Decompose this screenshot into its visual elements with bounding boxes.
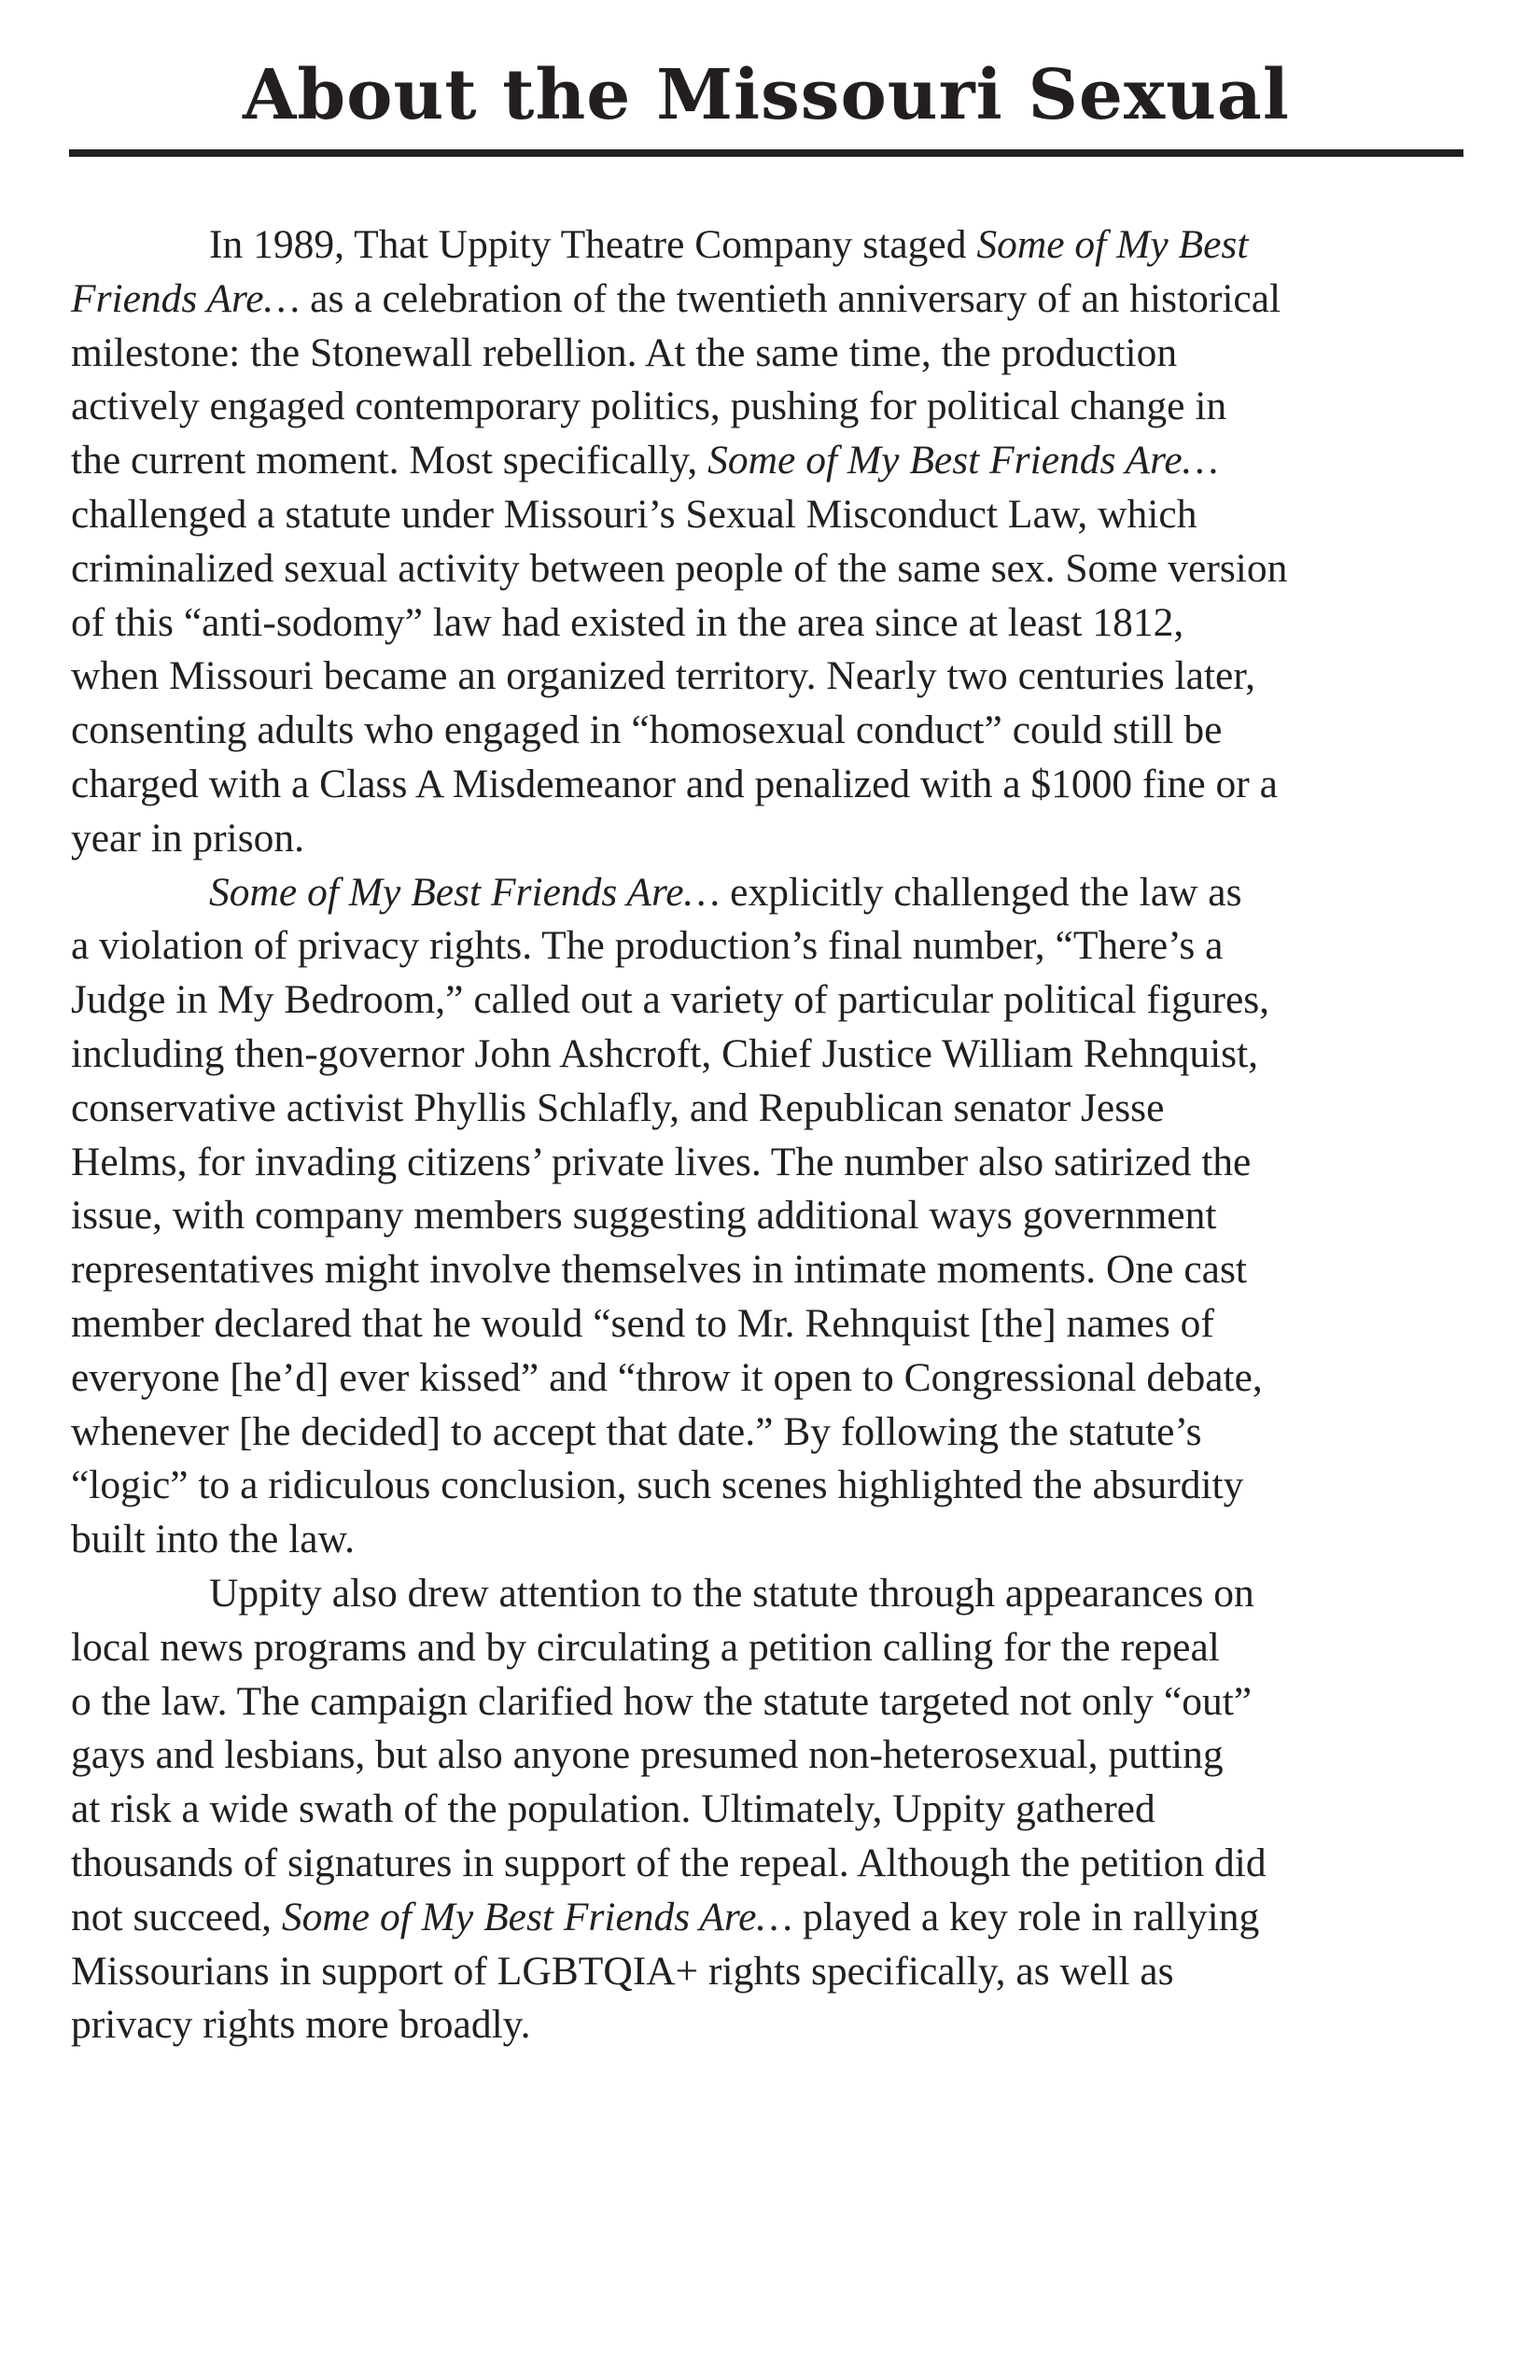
text-segment: consenting adults who engaged in “homosexual conduct” could still be bbox=[71, 707, 1223, 753]
text-line bbox=[71, 1567, 1471, 1621]
paragraph bbox=[71, 218, 1471, 866]
text-segment: Judge in My Bedroom,” called out a variety of particular political figures, bbox=[71, 977, 1270, 1023]
text-segment: whenever [he decided] to accept that date.” By following the statute’s bbox=[71, 1408, 1202, 1454]
text-segment: privacy rights more broadly. bbox=[71, 2002, 531, 2048]
italic-title: Friends Are… bbox=[71, 275, 301, 321]
text-line bbox=[71, 1783, 1471, 1837]
text-segment: not succeed, bbox=[71, 1894, 282, 1939]
title-rule bbox=[69, 149, 1463, 157]
text-line bbox=[71, 1406, 1471, 1460]
text-line bbox=[71, 596, 1471, 651]
text-line bbox=[71, 1837, 1471, 1891]
text-segment: Uppity also drew attention to the statute through appearances on bbox=[209, 1570, 1254, 1616]
italic-title: Some of My Best Friends Are… bbox=[209, 869, 721, 915]
text-segment: charged with a Class A Misdemeanor and penalized with a $1000 fine or a bbox=[71, 761, 1278, 806]
text-line bbox=[71, 1729, 1471, 1783]
text-line bbox=[71, 434, 1471, 488]
text-line bbox=[71, 1675, 1471, 1729]
text-line bbox=[71, 650, 1471, 704]
text-segment: played a key role in rallying bbox=[792, 1894, 1260, 1939]
text-line bbox=[71, 327, 1471, 381]
text-segment: conservative activist Phyllis Schlafly, and Republican senator Jesse bbox=[71, 1085, 1165, 1130]
text-segment: o the law. The campaign clarified how the statute targeted not only “out” bbox=[71, 1678, 1253, 1724]
text-segment: built into the law. bbox=[71, 1517, 356, 1562]
text-line bbox=[71, 1136, 1471, 1190]
paragraph bbox=[71, 866, 1471, 1567]
text-segment: issue, with company members suggesting additional ways government bbox=[71, 1193, 1217, 1239]
text-line bbox=[71, 1513, 1471, 1567]
text-segment: when Missouri became an organized territory. Nearly two centuries later, bbox=[71, 653, 1255, 699]
text-line bbox=[71, 704, 1471, 758]
text-line bbox=[71, 1189, 1471, 1243]
italic-title: Some of My Best bbox=[976, 222, 1249, 267]
italic-title: Some of My Best Friends Are… bbox=[707, 438, 1219, 483]
text-segment: including then-governor John Ashcroft, Chief Justice William Rehnquist, bbox=[71, 1030, 1259, 1076]
text-line bbox=[71, 919, 1471, 973]
text-line bbox=[71, 1891, 1471, 1945]
text-line bbox=[71, 973, 1471, 1028]
text-line bbox=[71, 218, 1471, 273]
text-segment: actively engaged contemporary politics, pushing for political change in bbox=[71, 384, 1227, 429]
text-line bbox=[71, 1351, 1471, 1406]
text-line bbox=[71, 542, 1471, 596]
text-segment: everyone [he’d] ever kissed” and “throw it open to Congressional debate, bbox=[71, 1354, 1263, 1400]
text-line bbox=[71, 488, 1471, 542]
text-segment: Missourians in support of LGBTQIA+ rights specifically, as well as bbox=[71, 1948, 1174, 1994]
text-segment: the current moment. Most specifically, bbox=[71, 438, 708, 483]
text-segment: “logic” to a ridiculous conclusion, such scenes highlighted the absurdity bbox=[71, 1463, 1244, 1508]
text-segment: local news programs and by circulating a petition calling for the repeal bbox=[71, 1624, 1220, 1670]
paragraph bbox=[71, 1567, 1471, 2052]
text-segment: Helms, for invading citizens’ private lives. The number also satirized the bbox=[71, 1139, 1252, 1184]
italic-title: Some of My Best Friends Are… bbox=[281, 1894, 793, 1939]
text-line bbox=[71, 1082, 1471, 1136]
text-segment: at risk a wide swath of the population. Ultimately, Uppity gathered bbox=[71, 1786, 1155, 1832]
text-segment: In 1989, That Uppity Theatre Company staged bbox=[209, 222, 977, 267]
text-line bbox=[71, 380, 1471, 434]
text-segment: representatives might involve themselves in intimate moments. One cast bbox=[71, 1247, 1247, 1293]
text-segment: member declared that he would “send to Mr. Rehnquist [the] names of bbox=[71, 1300, 1214, 1346]
text-line bbox=[71, 1459, 1471, 1513]
text-line bbox=[71, 1028, 1471, 1082]
text-line bbox=[71, 758, 1471, 812]
text-segment: milestone: the Stonewall rebellion. At the same time, the production bbox=[71, 329, 1178, 375]
text-line bbox=[71, 1998, 1471, 2052]
page-title: About the Missouri Sexual bbox=[243, 55, 1290, 135]
text-line bbox=[71, 1945, 1471, 1999]
article-body bbox=[71, 218, 1471, 2052]
text-segment: a violation of privacy rights. The production’s final number, “There’s a bbox=[71, 923, 1224, 969]
text-segment: of this “anti-sodomy” law had existed in the area since at least 1812, bbox=[71, 599, 1184, 645]
text-segment: year in prison. bbox=[71, 815, 305, 861]
text-segment: criminalized sexual activity between people of the same sex. Some version bbox=[71, 545, 1288, 591]
text-segment: gays and lesbians, but also anyone presumed non-heterosexual, putting bbox=[71, 1732, 1224, 1778]
text-segment: challenged a statute under Missouri’s Sexual Misconduct Law, which bbox=[71, 491, 1197, 537]
text-line bbox=[71, 866, 1471, 920]
text-line bbox=[71, 1243, 1471, 1297]
text-line bbox=[71, 812, 1471, 866]
text-segment: explicitly challenged the law as bbox=[720, 869, 1242, 915]
text-line bbox=[71, 273, 1471, 327]
text-segment: thousands of signatures in support of the repeal. Although the petition did bbox=[71, 1840, 1267, 1885]
text-line bbox=[71, 1297, 1471, 1351]
text-line bbox=[71, 1621, 1471, 1675]
text-segment: as a celebration of the twentieth anniversary of an historical bbox=[300, 275, 1281, 321]
